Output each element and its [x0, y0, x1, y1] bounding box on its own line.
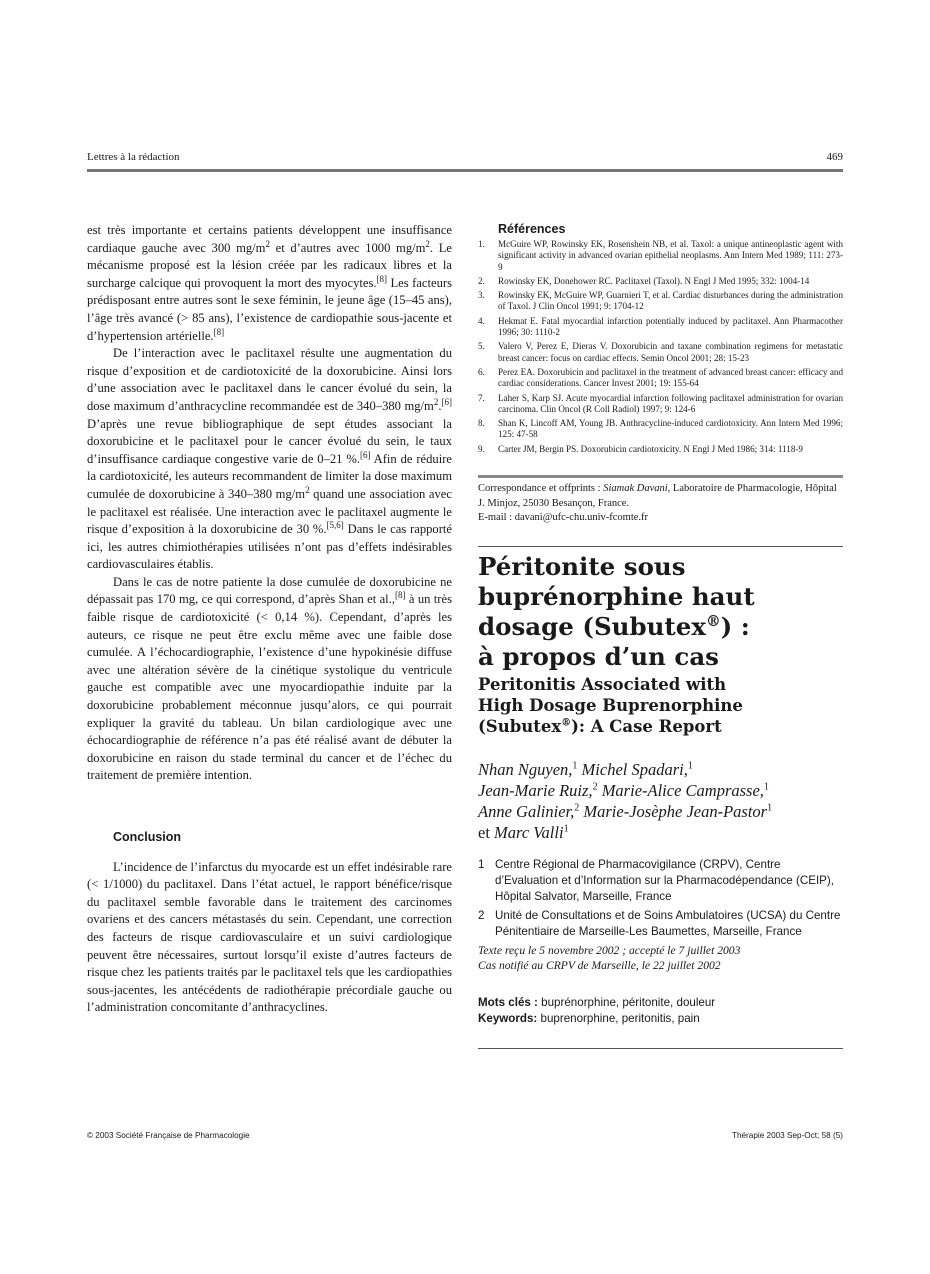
correspondence-block	[478, 482, 843, 526]
author-name: Marie-Josèphe Jean-Pastor	[583, 801, 768, 821]
reference-number: 9.	[478, 443, 485, 454]
citation: [8]	[394, 590, 406, 601]
keywords-text: buprenorphine, peritonitis, pain	[540, 1011, 700, 1025]
reference-text: Carter JM, Bergin PS. Doxorubicin cardiotoxicity. N Engl J Med 1986; 314: 1118-9	[498, 443, 803, 454]
superscript: 2	[425, 238, 430, 249]
text-run: Les facteurs prédisposant entre autres sont le sexe féminin, le jeune âge (15–45 ans), l’âge très avancé (> 85 ans), l’existence de cardiopathie sous-jacente et d’hypertension artérielle.	[87, 275, 452, 343]
reference-text: Shan K, Lincoff AM, Young JB. Anthracycline-induced cardiotoxicity. Ann Intern Med 1996; 125: 47-58	[498, 418, 843, 440]
text-run: . Le mécanisme proposé est la lésion créée par les radicaux libres et la surcharge calcique qui provoquent la mort des myocytes.	[87, 240, 452, 290]
reference-number: 3.	[478, 290, 485, 301]
right-column	[478, 222, 843, 1049]
reference-text: Rowinsky EK, McGuire WP, Guarnieri T, et al. Cardiac disturbances during the administration of Taxol. J Clin Oncol 1991; 9: 1704-12	[498, 290, 843, 312]
affiliation-marker: 1	[572, 760, 578, 772]
keywords-label: Mots clés :	[478, 995, 542, 1009]
text-run: D’après une revue bibliographique de sept études associant la doxorubicine et le paclitaxel pour le cancer évolué du sein, le taux d’insuffisance cardiaque congestive varie de 0–21 %.	[87, 416, 452, 466]
affiliation-number: 1	[478, 857, 485, 871]
reference-number: 5.	[478, 341, 485, 352]
copyright-notice: © 2003 Société Française de Pharmacologie	[87, 1131, 250, 1140]
article-title-block	[478, 552, 843, 737]
author-name: Michel Spadari,	[581, 759, 688, 779]
author-name: Nhan Nguyen,	[478, 759, 573, 779]
section-title: Lettres à la rédaction	[87, 151, 180, 163]
affiliation-marker: 1	[767, 802, 773, 814]
reference-item	[478, 239, 843, 273]
affiliation-item	[478, 857, 843, 905]
page-footer	[87, 1131, 843, 1145]
reference-item	[478, 418, 843, 441]
title-line: Péritonite sous	[478, 551, 686, 581]
author-list	[478, 759, 843, 843]
left-column	[87, 222, 452, 1017]
reference-item	[478, 276, 843, 287]
keywords-text: buprénorphine, péritonite, douleur	[541, 995, 716, 1009]
correspondence-name: Siamak Davani	[603, 483, 668, 495]
references-list	[478, 239, 843, 455]
reference-item	[478, 393, 843, 416]
superscript: 2	[305, 484, 310, 495]
keywords-en	[478, 1011, 843, 1027]
reference-number: 7.	[478, 392, 485, 403]
keywords-block	[478, 995, 843, 1027]
citation: [8]	[376, 273, 387, 284]
journal-citation: Thérapie 2003 Sep-Oct; 58 (5)	[731, 1131, 843, 1140]
text-run: De l’interaction avec le paclitaxel résulte une augmentation du risque d’exposition et de cardiotoxicité de la doxorubicine. Ainsi lors d’une association avec le paclitaxel dans le cancer évolué du sein, la dose maximum d’anthracycline recommandée est de 340–380 mg/m	[87, 346, 452, 413]
title-line: ): A Case Report	[571, 716, 722, 736]
end-rule	[478, 1048, 843, 1049]
superscript: 2	[433, 396, 439, 407]
article-title-en	[478, 674, 843, 737]
reference-text: Hekmat E. Fatal myocardial infarction potentially induced by paclitaxel. Ann Pharmacother 1996; 30: 1110-2	[498, 315, 843, 338]
reference-number: 1.	[478, 239, 485, 249]
author-name: Marie-Alice Camprasse,	[601, 780, 764, 800]
registered-mark: ®	[705, 612, 721, 630]
text-run: est très importante et certains patients développent une insuffisance cardiaque gauche avec 300 mg/m	[87, 223, 452, 255]
article-title-fr	[478, 552, 843, 672]
reference-number: 4.	[478, 315, 485, 326]
author-name: Marc Valli	[494, 822, 564, 842]
reference-item	[478, 367, 843, 390]
affiliation-text: Unité de Consultations et de Soins Ambulatoires (UCSA) du Centre Pénitentiaire de Marseille-Les Baumettes, Marseille, France	[495, 908, 841, 938]
text-run: et d’autres avec 1000 mg/m	[269, 240, 426, 255]
title-line: dosage (Subutex	[478, 611, 706, 641]
title-line: buprénorphine haut	[478, 581, 755, 611]
text-run: Afin de réduire la cardiotoxicité, les auteurs recommandent de limiter la dose maximum cumulée de doxorubicine à 340–380 mg/m	[87, 451, 452, 501]
keywords-label: Keywords:	[478, 1011, 541, 1025]
text-run: à un très faible risque de cardiotoxicité (< 0,14 %). Cependant, d’après les auteurs, ce risque ne peut être exclu même avec une faible dose cumulée. A l’échocardiographie, l’existence d’une hypokinésie diffuse avec une altération sévère de la cinétique systolique du ventricule gauche est compatible avec une myocardiopathie induite par la doxorubicine probablement méconnue jusqu’alors, ce qui pourrait expliquer la gravité du tableau. Un bilan cardiologique avec une échocardiographie de référence n’a pas été réalisé avant de débuter la doxorubicine en raison du stade terminal du cancer et de l’échec du traitement de première intention.	[87, 592, 452, 783]
paragraph-3	[87, 574, 452, 785]
text-run: Dans le cas rapporté ici, les autres chimiothérapies utilisées n’ont pas d’effets indésirables cardiovasculaires établis.	[87, 522, 452, 572]
affiliation-marker: 2	[592, 781, 598, 793]
affiliation-marker: 2	[574, 802, 580, 814]
title-line: Peritonitis Associated with	[478, 674, 727, 694]
affiliation-marker: 1	[687, 760, 693, 772]
paragraph-1	[87, 222, 452, 345]
title-rule	[478, 546, 843, 547]
text-run: quand une association avec le paclitaxel est réalisée. Une interaction avec le paclitaxel augmente le risque d’exposition à la doxorubicine de 30 %.	[87, 486, 452, 537]
author-name: Anne Galinier,	[478, 801, 575, 821]
keywords-fr	[478, 995, 843, 1011]
reference-number: 8.	[478, 418, 485, 429]
affiliation-number: 2	[478, 908, 485, 922]
conclusion-paragraph: L’incidence de l’infarctus du myocarde est un effet indésirable rare (< 1/1000) du paclitaxel. Dans l’état actuel, le rapport bénéfice/risque du paclitaxel semble favorable dans le traitement des carcinomes ovariens et des cancers métastasés du sein. Cependant, une correction des facteurs de risque cardiovasculaire et un suivi cardiologique peuvent être nécessaires, surtout lorsqu’il existe d’autres facteurs de risque chez les patients traités par le paclitaxel tels que les cardiopathies sous-jacentes, les antécédents de radiothérapie précordiale gauche ou l’administration concomitante d’anthracyclines.	[87, 859, 452, 1015]
title-line: High Dosage Buprenorphine	[478, 695, 743, 715]
citation: [6]	[359, 449, 371, 460]
correspondence-rule	[478, 475, 843, 478]
reference-text: Valero V, Perez E, Dieras V. Doxorubicin and taxane combination regimens for metastatic breast cancer: focus on cardiac effects. Semin Oncol 2001; 28: 15-23	[498, 341, 843, 363]
title-line: ) :	[720, 611, 750, 641]
notified-date: Cas notifié au CRPV de Marseille, le 22 juillet 2002	[478, 959, 721, 973]
superscript: 2	[265, 238, 270, 249]
article-dates	[478, 943, 843, 974]
reference-text: McGuire WP, Rowinsky EK, Rosenshein NB, et al. Taxol: a unique antineoplastic agent with significant activity in advanced ovarian epithelial neoplasms. Ann Intern Med 1989; 111: 273-9	[498, 239, 843, 272]
conclusion-heading: Conclusion	[113, 830, 182, 844]
reference-item	[478, 316, 843, 339]
title-line: à propos d’un cas	[478, 641, 719, 671]
registered-mark: ®	[561, 717, 572, 729]
text-run: Dans le cas de notre patiente la dose cumulée de doxorubicine ne dépassait pas 170 mg, ce qui correspond, d’après Shan et al.,	[87, 574, 452, 607]
reference-text: Laher S, Karp SJ. Acute myocardial infarction following paclitaxel administration for ovarian carcinoma. Clin Oncol (R Coll Radiol) 1997; 9: 124-6	[498, 392, 843, 414]
affiliations	[478, 857, 843, 940]
correspondence-email[interactable]: E-mail : davani@ufc-chu.univ-fcomte.fr	[478, 512, 649, 524]
author-conjunction: et	[478, 822, 490, 842]
reference-number: 2.	[478, 275, 485, 286]
correspondence-label: Correspondance et offprints :	[478, 483, 604, 495]
citation: [8]	[213, 326, 225, 337]
reference-item	[478, 341, 843, 364]
reference-text: Perez EA. Doxorubicin and paclitaxel in the treatment of advanced breast cancer: efficacy and cardiac considerations. Cancer Invest 2001; 19: 155-64	[498, 366, 843, 389]
affiliation-text: Centre Régional de Pharmacovigilance (CRPV), Centre d’Evaluation et d’Information sur la Pharmacodépendance (CEIP), Hôpital Salvator, Marseille, France	[495, 857, 834, 903]
references-heading: Références	[498, 222, 566, 236]
reference-text: Rowinsky EK, Donehower RC. Paclitaxel (Taxol). N Engl J Med 1995; 332: 1004-14	[498, 275, 810, 286]
author-name: Jean-Marie Ruiz,	[478, 780, 593, 800]
received-date: Texte reçu le 5 novembre 2002 ; accepté le 7 juillet 2003	[478, 943, 741, 957]
citation: [5,6]	[326, 519, 344, 530]
affiliation-marker: 1	[563, 823, 569, 835]
citation: [6]	[441, 396, 452, 407]
page-number: 469	[826, 151, 843, 163]
reference-item	[478, 444, 843, 455]
reference-number: 6.	[478, 366, 485, 377]
title-line: (Subutex	[478, 716, 562, 736]
running-header	[87, 151, 843, 167]
header-rule	[87, 169, 843, 172]
affiliation-marker: 1	[763, 781, 769, 793]
reference-item	[478, 290, 843, 313]
affiliation-item	[478, 908, 843, 940]
correspondence-address: , Laboratoire de Pharmacologie, Hôpital J. Minjoz, 25030 Besançon, France.	[478, 483, 837, 509]
text-run: .	[438, 398, 442, 413]
paragraph-2	[87, 345, 452, 574]
